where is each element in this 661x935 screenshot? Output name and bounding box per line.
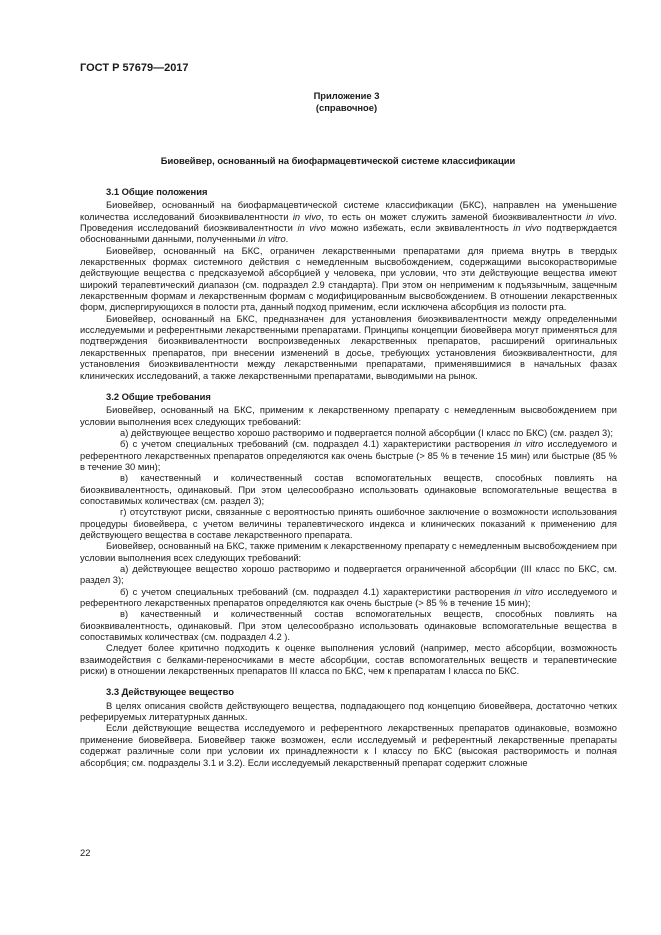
paragraph: Биовейвер, основанный на БКС, также применим к лекарственному препарату с немедленным высвобождением при условии выполнения всех следующих требований: — [80, 541, 617, 563]
paragraph: Биовейвер, основанный на БКС, применим к лекарственному препарату с немедленным высвобождением при условии выполнения всех следующих требований: — [80, 405, 617, 427]
document-body — [80, 186, 617, 769]
list-item: б) с учетом специальных требований (см. подраздел 4.1) характеристики растворения in vitro исследуемого и референтного лекарственных препаратов определяются как очень быстрые (> 85 % в течение 15 мин); — [80, 586, 618, 609]
paragraph: Биовейвер, основанный на БКС, ограничен лекарственными препаратами для приема внутрь в твердых лекарственных формах системного действия с немедленным высвобождением, содержащими высокорастворимые действующие вещества с предсказуемой абсорбцией у человека, при условии, что эти действующие вещества имеют широкий терапевтический диапазон (см. подраздел 2.9 стандарта). При этом он неприменим к подъязычным, защечным лекарственным формам и лекарственным формам с модифицированным высвобождением. В отношении лекарственных форм, диспергирующихся в полости рта, данный подход применим, если исключена абсорбция из полости рта. — [80, 245, 617, 313]
list-item: в) качественный и количественный состав вспомогательных веществ, способных повлиять на биоэквивалентность, одинаковый. При этом целесообразно использовать одинаковые вспомогательные вещества в сопоставимых количествах (см. подраздел 4.2 ). — [80, 609, 617, 643]
paragraph: Следует более критично подходить к оценке выполнения условий (например, место абсорбции, возможность взаимодействия с белками-переносчиками в месте абсорбции, состав вспомогательных веществ и терапевтические риски) в отношении лекарственных препаратов III класса по БКС, чем к препаратам I класса по БКС. — [80, 643, 617, 677]
section-heading-3-2: 3.2 Общие требования — [106, 390, 211, 402]
paragraph: Биовейвер, основанный на биофармацевтической системе классификации (БКС), направлен на уменьшение количества исследований биоэквивалентности in vivo, то есть он может служить заменой биоэквивалентности in vivo. Проведения исследований биоэквивалентности in vivo можно избежать, если эквивалентность in vivo подтверждается обоснованными данными, полученными in vitro. — [80, 200, 617, 245]
list-item: а) действующее вещество хорошо растворимо и подвергается ограниченной абсорбции (III класс по БКС, см. раздел 3); — [80, 564, 617, 586]
annex-label — [0, 90, 661, 114]
annex-type: (справочное) — [315, 102, 378, 113]
list-item: г) отсутствуют риски, связанные с вероятностью принять ошибочное заключение о возможности использования процедуры биовейвера, с учетом величины терапевтического индекса и клинических показаний к применению для действующего вещества в составе лекарственного препарата. — [80, 507, 617, 540]
page-number: 22 — [80, 847, 91, 858]
list-item: в) качественный и количественный состав вспомогательных веществ, способных повлиять на биоэквивалентность, одинаковый. При этом целесообразно использовать одинаковые вспомогательные вещества в сопоставимых количествах (см. раздел 3); — [80, 473, 617, 506]
annex-number: Приложение 3 — [313, 90, 380, 101]
section-heading-3-3: 3.3 Действующее вещество — [106, 686, 234, 698]
list-item: б) с учетом специальных требований (см. подраздел 4.1) характеристики растворения in vitro исследуемого и референтного лекарственных препаратов определяются как очень быстрые (> 85 % в течение 15 мин) или быстрые (85 % в течение 30 мин); — [80, 439, 618, 472]
paragraph: Если действующие вещества исследуемого и референтного лекарственных препаратов одинаковые, возможно применение биовейвера. Биовейвер также возможен, если исследуемый и референтный лекарственные препараты содержат различные соли при условии их принадлежности к I классу по БКС (высокая растворимость и полная абсорбция; см. подразделы 3.1 и 3.2). Если исследуемый лекарственный препарат содержит сложные — [80, 723, 617, 768]
paragraph: В целях описания свойств действующего вещества, подпадающего под концепцию биовейвера, достаточно четких реферируемых литературных данных. — [80, 700, 617, 723]
section-heading-3-1: 3.1 Общие положения — [106, 186, 208, 197]
paragraph: Биовейвер, основанный на БКС, предназначен для установления биоэквивалентности между определенными исследуемыми и референтными лекарственными препаратами. Принципы концепции биовейвера могут применяться для подтверждения биоэквивалентности воспроизведенных лекарственных препаратов, расширений оригинальных лекарственных препаратов, при внесении изменений в досье, требующих установления биоэквивалентности, для установления биоэквивалентности между лекарственными препаратами, применявшимися в начальных фазах клинических исследований, а также лекарственными препаратами, выводимыми на рынок. — [80, 313, 617, 381]
annex-title: Биовейвер, основанный на биофармацевтической системе классификации — [160, 155, 516, 166]
standard-header: ГОСТ Р 57679—2017 — [80, 62, 189, 74]
list-item: а) действующее вещество хорошо растворимо и подвергается полной абсорбции (I класс по БКС) (см. раздел 3); — [120, 427, 613, 438]
